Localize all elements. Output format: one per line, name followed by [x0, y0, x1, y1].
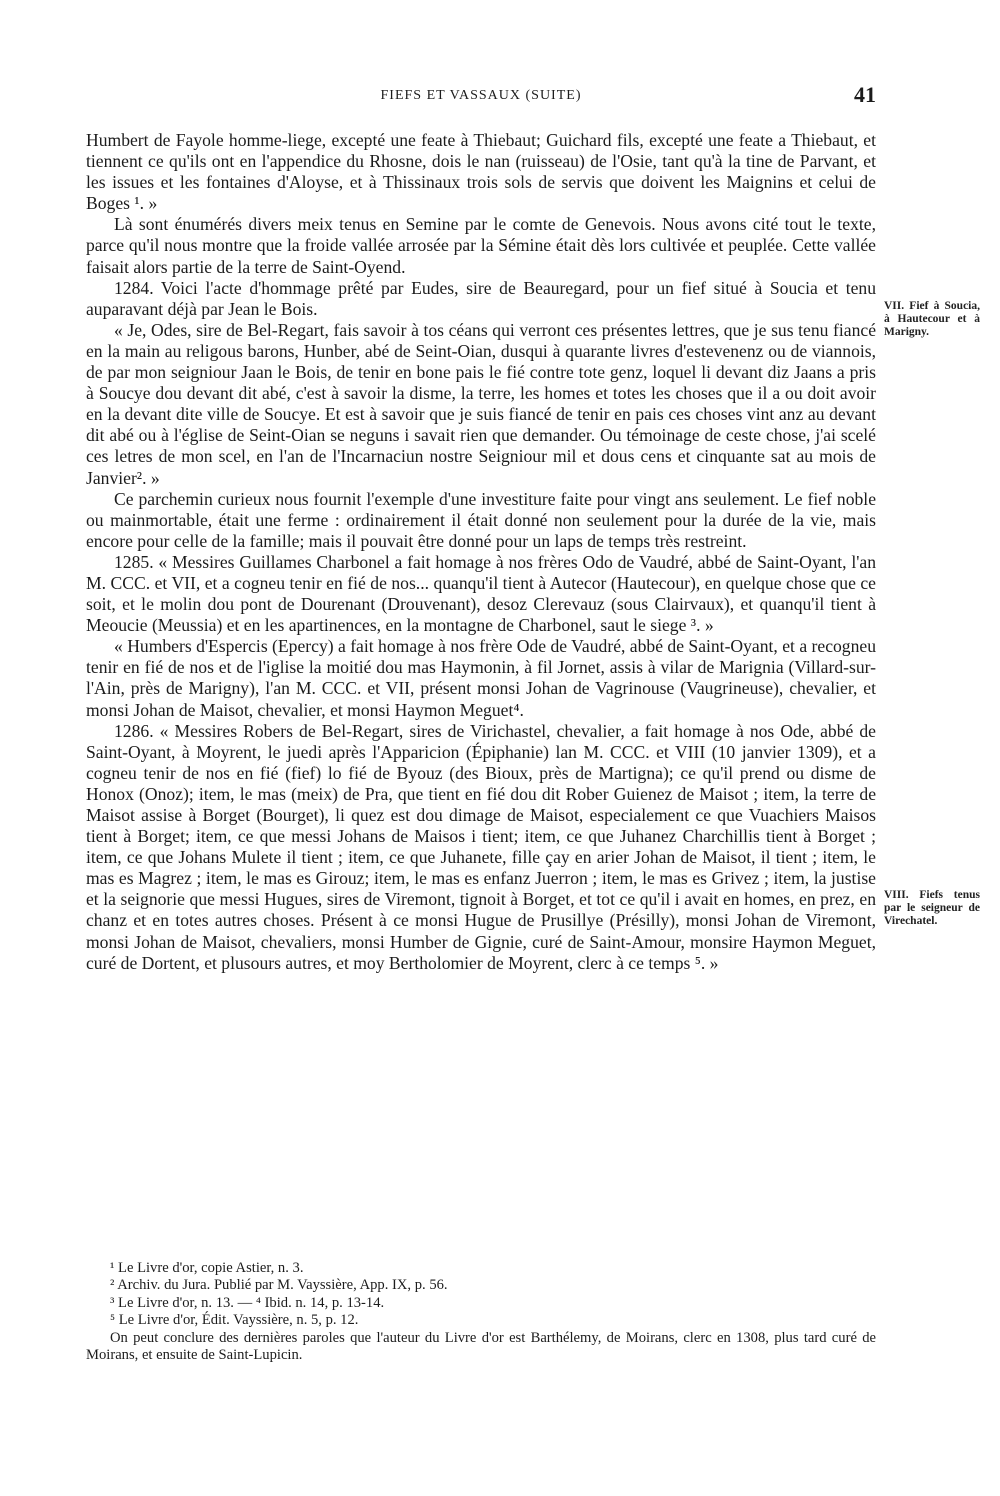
paragraph: Ce parchemin curieux nous fournit l'exemple d'une investiture faite pour vingt ans seulement. Le fief noble ou mainmortable, était une ferme : ordinairement il était donné non seulement pour la durée de la vie, mais encore pour celle de la famille; mais il pouvait être donné pour un laps de temps très restreint. [86, 488, 876, 551]
paragraph: 1285. « Messires Guillames Charbonel a fait homage à nos frères Odo de Vaudré, abbé de Saint-Oyant, l'an M. CCC. et VII, et a cogneu tenir en fié de nos... quanqu'il tient à Autecor (Hautecour), en quelque chose que ce soit, et le molin dou pont de Dourenant (Drouvenant), desoz Clerevauz (sous Clairvaux), et quanqu'il tient à Meoucie (Meussia) et en les apartinences, en la montagne de Charbonel, saut le siege ³. » [86, 551, 876, 636]
margin-note-fiefs-virechatel: VIII. Fiefs tenus par le seigneur de Virechatel. [884, 889, 980, 927]
footnote: ⁵ Le Livre d'or, Édit. Vayssière, n. 5, p. 12. [110, 1312, 359, 1329]
margin-note-fief-soucia: VII. Fief à Soucia, à Hautecour et à Marigny. [884, 300, 980, 338]
paragraph: « Humbers d'Espercis (Epercy) a fait homage à nos frère Ode de Vaudré, abbé de Saint-Oyant, et a recogneu tenir en fié de nos et de l'iglise la moitié dou mas Haymonin, à fil Jornet, assis à vilar de Marignia (Villard-sur-l'Ain, près de Marigny), l'an M. CCC. et VII, présent monsi Johan de Vagrinouse (Vaugrineuse), chevalier, et monsi Johan de Maisot, chevalier, et monsi Haymon Meguet⁴. [86, 636, 877, 720]
page-number: 41 [854, 82, 876, 107]
footnote-conclusion: On peut conclure des dernières paroles que l'auteur du Livre d'or est Barthélemy, de Moirans, clerc en 1308, plus tard curé de Moirans, et ensuite de Saint-Lupicin. [86, 1329, 876, 1364]
paragraph: Là sont énumérés divers meix tenus en Semine par le comte de Genevois. Nous avons cité tout le texte, parce qu'il nous montre que la froide vallée arrosée par la Sémine était dès lors cultivée et peuplée. Cette vallée faisait alors partie de la terre de Saint-Oyend. [86, 214, 876, 277]
running-head: FIEFS ET VASSAUX (SUITE) [380, 88, 582, 103]
paragraph: Humbert de Fayole homme-liege, excepté une feate à Thiebaut; Guichard fils, excepté une feate a Thiebaut, et tiennent ce qu'ils ont en l'appendice du Rhosne, dois le nan (ruisseau) de l'Osie, tant qu'à la tine de Parvant, et les issues et les fontaines d'Aloyse, et à Thissinaux trois sols de servis que doivent les Maignins et celui de Boges ¹. » [86, 130, 876, 214]
paragraph: « Je, Odes, sire de Bel-Regart, fais savoir à tos céans qui verront ces présentes lettres, que je sus tenu fiancé en la main au religous barons, Hunber, abé de Seint-Oian, dusqui à quarante livres d'estevenenz ou de viannois, de par mon seigniour Jaan le Bois, de tenir en bone pais le fié contre tote genz, loquel li devant diz Jaans a pris à Soucye dou devant dit abé, c'est à savoir la disme, la terre, les homes et totes les choses que il a ou doit avoir en la devant dite ville de Soucye. Et est à savoir que je suis fiancé de tenir en pais ces choses vint anz au devant dit abé ou à l'église de Seint-Oian se neguns i savait rien que demander. Ou témoinage de ceste chose, j'ai scelé ces letres de mon scel, en l'an de l'Incarnaciun nostre Seigniour mil et dous cens et cinquante sat au mois de Janvier². » [86, 319, 876, 488]
footnote: ¹ Le Livre d'or, copie Astier, n. 3. [110, 1260, 304, 1276]
body-text [86, 130, 876, 974]
paragraph: 1286. « Messires Robers de Bel-Regart, sires de Virichastel, chevalier, a fait homage à nos Ode, abbé de Saint-Oyant, à Moyrent, le juedi après l'Apparicion (Épiphanie) lan M. CCC. et VIII (10 janvier 1309), et a cogneu tenir de nos en fié (fief) lo fié de Byouz (des Bioux, près de Martigna); ce qu'il prend ou disme de Honox (Onoz); item, le mas (meix) de Pra, que tient en fié dou dit Rober Guienez de Maisot ; item, la terre de Maisot assise à Borget (Bourget), li quez est dou dimage de Maisot, especialement ce que Vuachiers Maisos tient à Borget; item, ce que messi Johans de Maisos i tient; item, ce que Juhanez Charchillis tient à Borget ; item, ce que Johans Mulete il tient ; item, ce que Juhanete, fille çay en arier Johan de Maisot, il tient ; item, le mas es Magrez ; item, le mas es Girouz; item, le mas es enfanz Juerron ; item, le mas es Grivez ; item, la justise et la seignorie que messi Hugues, sires de Viremont, tignoit à Borget, et tot ce qu'il i avait en homes, en prez, en chanz et en totes autres choses. Présent à ce monsi Hugue de Prusillye (Présilly), monsi Johan de Viremont, monsi Johan de Maisot, chevaliers, monsi Humber de Gignie, curé de Saint-Amour, monsire Haymon Meguet, curé de Dortent, et plusours autres, et moy Bertholomier de Moyrent, clerc à ce temps ⁵. » [86, 720, 876, 973]
footnotes [86, 1260, 876, 1364]
paragraph: 1284. Voici l'acte d'hommage prêté par Eudes, sire de Beauregard, pour un fief situé à Soucia et tenu auparavant déjà par Jean le Bois. [86, 277, 876, 319]
footnote: ² Archiv. du Jura. Publié par M. Vayssière, App. IX, p. 56. [110, 1277, 448, 1294]
footnote: ³ Le Livre d'or, n. 13. — ⁴ Ibid. n. 14, p. 13-14. [110, 1294, 385, 1311]
